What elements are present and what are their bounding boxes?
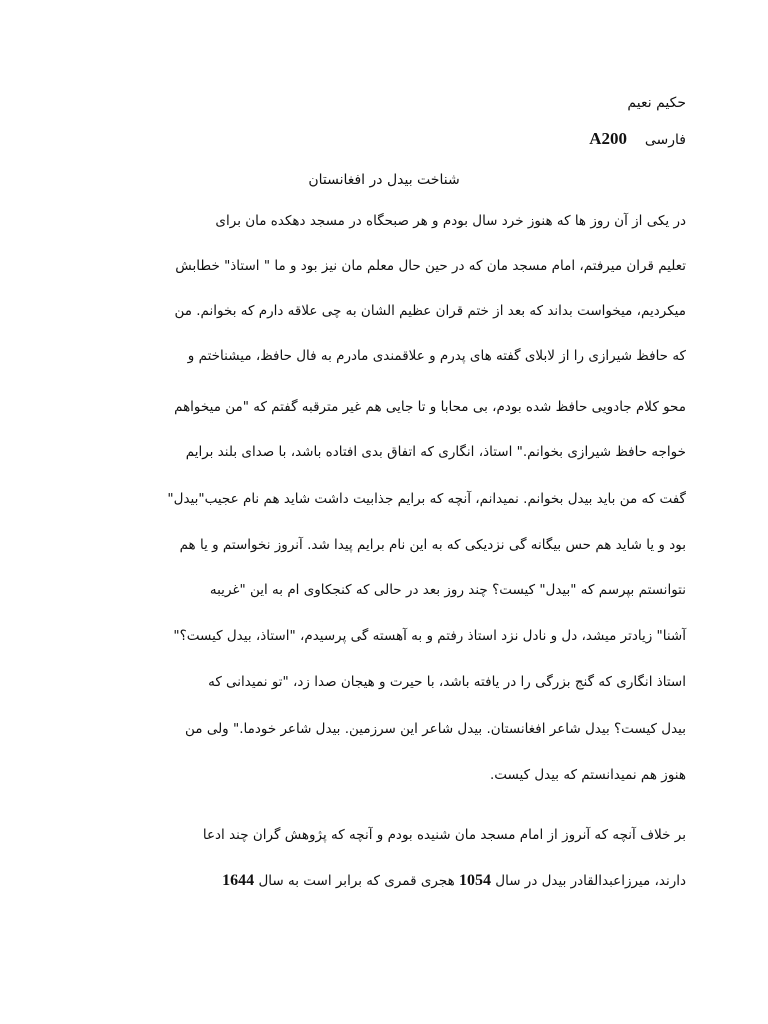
paragraph-line: که حافظ شیرازی را از لابلای گفته های پدرم و علاقمندی مادرم به فال حافظ، میشناختم و [187, 348, 686, 364]
author-name: حکیم نعیم [627, 95, 686, 111]
paragraph-line: آشنا" زیادتر میشد، دل و نادل نزد استاذ رفتم و به آهسته گی پرسیدم، "استاذ، بیدل کیست؟" [173, 628, 686, 644]
course-label: فارسی [644, 132, 686, 148]
paragraph-line: هنوز هم نمیدانستم که بیدل کیست. [489, 767, 686, 783]
paragraph-line: محو کلام جادویی حافظ شده بودم، بی محابا و تا جایی هم غیر مترقبه گفتم که "من میخواهم [174, 399, 686, 415]
line-text: هجری قمری که برابر است به سال [258, 873, 455, 889]
paragraph-line: تعلیم قران میرفتم، امام مسجد مان که در حین حال معلم مان نیز بود و ما " استاذ" خطابش [175, 258, 686, 274]
paragraph-line: بر خلاف آنچه که آنروز از امام مسجد مان شنیده بودم و آنچه که پژوهش گران چند ادعا [202, 827, 686, 843]
year-hijri: 1054 [458, 872, 491, 889]
course-line [589, 129, 686, 150]
year-gregorian: 1644 [222, 872, 255, 889]
line-text: دارند، میرزاعبدالقادر بیدل در سال [495, 873, 686, 889]
document-title: شناخت بیدل در افغانستان [308, 172, 460, 188]
paragraph-line: نتوانستم بپرسم که "بیدل" کیست؟ چند روز بعد در حالی که کنجکاوی ام به این "غریبه [209, 582, 686, 598]
paragraph-line-with-years [222, 871, 686, 891]
paragraph-line: بیدل کیست؟ بیدل شاعر افغانستان. بیدل شاعر این سرزمین. بیدل شاعر خودما." ولی من [185, 721, 686, 737]
paragraph-line: خواجه حافظ شیرازی بخوانم." استاذ، انگاری که اتفاق بدی افتاده باشد، با صدای بلند برایم [185, 444, 686, 460]
paragraph-line: میکردیم، میخواست بداند که بعد از ختم قران عظیم الشان به چی علاقه دارم که بخوانم. من [174, 303, 686, 319]
paragraph-line: گفت که من باید بیدل بخوانم. نمیدانم، آنچه که برایم جذابیت داشت شاید هم نام عجیب"بیدل" [167, 491, 686, 507]
paragraph-line: استاذ انگاری که گنج بزرگی را در یافته باشد، با حیرت و هیجان صدا زد، "تو نمیدانی که [208, 674, 686, 690]
paragraph-line: بود و یا شاید هم حس بیگانه گی نزدیکی که به این نام برایم پیدا شد. آنروز نخواستم و یا هم [179, 537, 686, 553]
paragraph-line: در یکی از آن روز ها که هنوز خرد سال بودم و هر صبحگاه در مسجد دهکده مان برای [215, 213, 686, 229]
course-code: A200 [589, 129, 628, 148]
